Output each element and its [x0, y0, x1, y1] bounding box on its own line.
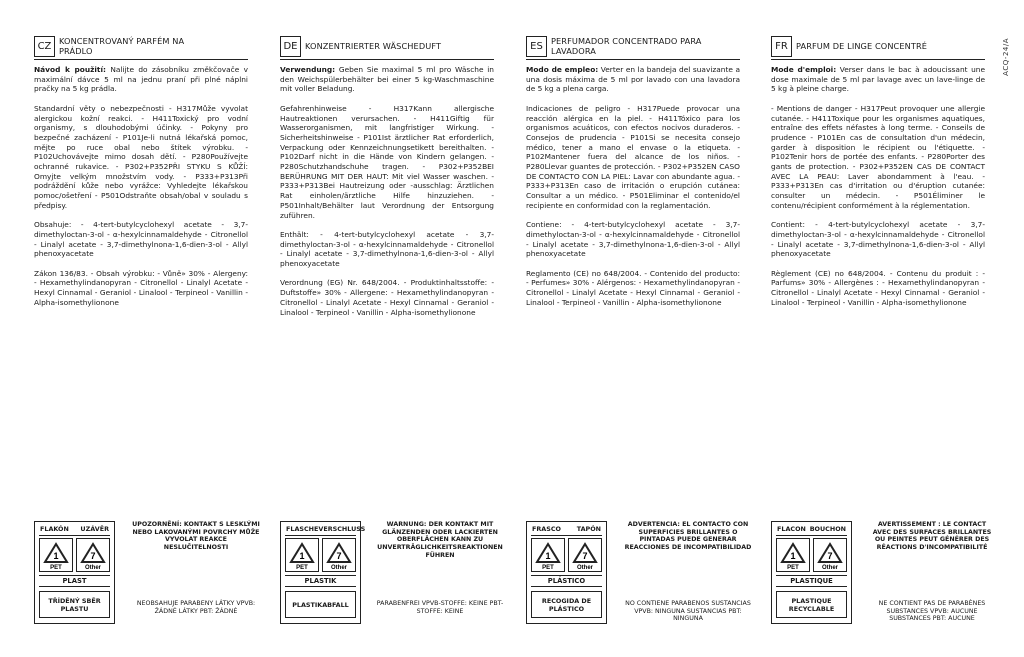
recycling-panel-fr [771, 521, 852, 624]
recycling-panel-es [526, 521, 607, 624]
svg-text:PET: PET [296, 565, 308, 570]
hazard-statements: - Mentions de danger - H317Peut provoquer une allergie cutanée. - H411Toxique pour les organismes aquatiques, entraîne des effets néfastes à long terme. - Conseils de prudence - P101En cas de consultation d'un médecin, garder à disposition le récipient ou l'étiquette. - P102Tenir hors de portée des enfants. - P280Porter des gants de protection. - P302+P352EN CAS DE CONTACT AVEC LA PEAU: Laver abondamment à l'eau. - P333+P313En cas d'irritation ou d'éruption cutanée: consulter un médecin. - P501Éliminer le contenu/récipient conformément à la réglementation. [771, 103, 985, 210]
column-body [280, 65, 494, 317]
svg-text:PET: PET [787, 565, 799, 570]
language-code-box: FR [771, 36, 792, 57]
svg-text:7: 7 [90, 551, 96, 561]
svg-text:1: 1 [299, 551, 305, 561]
usage-label: Mode d'emploi: [771, 65, 837, 74]
hazard-statements: Gefahrenhinweise - H317Kann allergische Hautreaktionen verursachen. - H411Giftig für Wasserorganismen, mit langfristiger Wirkung. - Sicherheitshinweise - P101Ist ärztlicher Rat erforderlich, Verpackung oder Kennzeichnungsetikett bereithalten. - P102Darf nicht in die Hände von Kindern gelangen. - P280Schutzhandschuhe tragen. - P302+P352BEI BERÜHRUNG MIT DER HAUT: Mit viel Wasser waschen. - P333+P313Bei Hautreizung oder -ausschlag: Ärztlichen Rat einholen/ärztliche Hilfe hinzuziehen. - P501Inhalt/Behälter laut Verordnung der Entsorgung zuführen. [280, 103, 494, 220]
usage-label: Modo de empleo: [526, 65, 599, 74]
material-label: PLÁSTICO [531, 575, 602, 587]
column-title: KONCENTROVANÝ PARFÉM NA PRÁDLO [59, 35, 185, 56]
hazard-statements: Standardní věty o nebezpečnosti - H317Může vyvolat alergickou kožní reakci. - H411Toxický pro vodní organismy, s dlouhodobými účinky. - Pokyny pro bezpečné zacházení - P101Je-li nutná lékařská pomoc, mějte po ruce obal nebo štítek výrobku. - P102Uchovávejte mimo dosah dětí. - P280Používejte ochranné rukavice. - P302+P352PŘI STYKU S KŮŽÍ: Omyjte velkým množstvím vody. - P333+P313Při podráždění kůže nebo vyrážce: Vyhledejte lékařskou pomoc/ošetření - P501Odstraňte obsah/obal v souladu s předpisy. [34, 103, 248, 210]
svg-text:1: 1 [545, 551, 551, 561]
disposal-label: TŘÍDĚNÝ SBĚR PLASTU [39, 591, 110, 618]
material-label: PLASTIQUE [776, 575, 847, 587]
substance-free-text: NEOBSAHUJE PARABENY LÁTKY VPVB: ŽÁDNÉ LÁTKY PBT: ŽÁDNÉ [136, 600, 256, 615]
bottle-label: FRASCO [532, 525, 561, 533]
bottle-label: FLAKÓN [40, 525, 69, 533]
language-code-box: DE [280, 36, 301, 57]
recycle-pet-icon [39, 538, 73, 572]
cap-label: TAPÓN [576, 525, 601, 533]
language-code-box: CZ [34, 36, 55, 57]
disposal-label: PLASTIKABFALL [285, 591, 356, 618]
material-label: PLASTIK [285, 575, 356, 587]
column-title: PARFUM DE LINGE CONCENTRÉ [796, 40, 928, 51]
svg-text:Other: Other [84, 565, 102, 570]
regulation-text: Reglamento (CE) no 648/2004. - Contenido del producto: - Perfumes» 30% - Alérgenos: - Hexamethylindanopyran - Citronellol - Linalyl Acetate - Hexyl Cinnamal - Geraniol - Linalool - Terpineol - Vanillin - Alpha-isomethylionone [526, 268, 740, 307]
cap-label: BOUCHON [809, 525, 846, 533]
language-column-cz [34, 36, 248, 317]
cap-label: VERSCHLUSS [318, 525, 366, 533]
substance-free-text: NE CONTIENT PAS DE PARABÈNES SUBSTANCES VPVB: AUCUNE SUBSTANCES PBT: AUCUNE [878, 600, 986, 623]
column-header [771, 36, 985, 60]
column-header [526, 36, 740, 60]
hazard-statements: Indicaciones de peligro - H317Puede provocar una reacción alérgica en la piel. - H411Tóxico para los organismos acuáticos, con efectos nocivos duraderos. - Consejos de prudencia - P101Si se necesita consejo médico, tener a mano el envase o la etiqueta. - P102Mantener fuera del alcance de los niños. - P280Llevar guantes de protección. - P302+P352EN CASO DE CONTACTO CON LA PIEL: Lavar con abundante agua. - P333+P313En caso de irritación o erupción cutánea: Consultar a un médico. - P501Eliminar el contenido/el recipiente en conformidad con la reglamentación. [526, 103, 740, 210]
warning-text: WARNUNG: DER KONTAKT MIT GLÄNZENDEN ODER LACKIERTEN OBERFLÄCHEN KANN ZU UNVERTRÄGLICHKEITSREAKTIONEN FÜHREN [377, 521, 503, 559]
regulation-text: Verordnung (EG) Nr. 648/2004. - Produktinhaltsstoffe: - Duftstoffe» 30% - Allergene: - Hexamethylindanopyran - Citronellol - Linalyl Acetate - Hexyl Cinnamal - Geraniol - Linalool - Terpineol - Vanillin - Alpha-isomethylionone [280, 278, 494, 317]
recycle-pet-icon [285, 538, 319, 572]
svg-text:7: 7 [336, 551, 342, 561]
regulation-text: Règlement (CE) no 648/2004. - Contenu du produit : - Parfums» 30% - Allergènes : - Hexamethylindanopyran - Citronellol - Linalyl Acetate - Hexyl Cinnamal - Geraniol - Linalool - Terpineol - Vanillin - Alpha-isomethylionone [771, 268, 985, 307]
warning-text: ADVERTENCIA: EL CONTACTO CON SUPERFICIES BRILLANTES O PINTADAS PUEDE GENERAR REACCIONES DE INCOMPATIBILIDAD [624, 521, 752, 552]
regulation-text: Zákon 136/83. - Obsah výrobku: - Vůně» 30% - Alergeny: - Hexamethylindanopyran - Citronellol - Linalyl Acetate - Hexyl Cinnamal - Geraniol - Linalool - Terpineol - Vanillin - Alpha-isomethylionone [34, 268, 248, 307]
warning-text: AVERTISSEMENT : LE CONTACT AVEC DES SURFACES BRILLANTES OU PEINTES PEUT GÉNÉRER DES RÉACTIONS D'INCOMPATIBILITÉ [872, 521, 992, 552]
svg-text:7: 7 [827, 551, 833, 561]
contains-list: Obsahuje: - 4-tert-butylcyclohexyl acetate - 3,7-dimethyloctan-3-ol - α-hexylcinnamaldehyde - Citronellol - Linalyl acetate - 3,7-dimethylnona-1,6-dien-3-ol - Allyl phenoxyacetate [34, 220, 248, 259]
column-body [526, 65, 740, 308]
language-code-box: ES [526, 36, 547, 57]
svg-text:1: 1 [53, 551, 59, 561]
svg-text:Other: Other [576, 565, 594, 570]
column-title: PERFUMADOR CONCENTRADO PARA LAVADORA [551, 35, 702, 56]
svg-text:1: 1 [790, 551, 796, 561]
recycling-panel-de [280, 521, 366, 624]
recycling-panel-cz [34, 521, 115, 624]
language-column-de [280, 36, 494, 327]
bottle-label: FLASCHE [286, 525, 319, 533]
contains-list: Contient: - 4-tert-butylcyclohexyl acetate - 3,7-dimethyloctan-3-ol - α-hexylcinnamaldehyde - Citronellol - Linalyl acetate - 3,7-dimethylnona-1,6-dien-3-ol - Allyl phenoxyacetate [771, 220, 985, 259]
column-header [34, 36, 248, 60]
disposal-label: RECOGIDA DE PLÁSTICO [531, 591, 602, 618]
material-label: PLAST [39, 575, 110, 587]
column-body [34, 65, 248, 308]
warning-text: UPOZORNĚNÍ: KONTAKT S LESKLÝMI NEBO LAKOVANÝMI POVRCHY MŮŽE VYVOLAT REAKCE NESLUČITELNOSTI [132, 521, 260, 552]
recycle-other-icon [813, 538, 847, 572]
svg-text:7: 7 [582, 551, 588, 561]
contains-list: Contiene: - 4-tert-butylcyclohexyl acetate - 3,7-dimethyloctan-3-ol - α-hexylcinnamaldehyde - Citronellol - Linalyl acetate - 3,7-dimethylnona-1,6-dien-3-ol - Allyl phenoxyacetate [526, 220, 740, 259]
usage-text: Verter en la bandeja del suavizante a una dosis máxima de 5 ml por lavado con una lavadora de 5 kg a plena carga. [526, 65, 740, 94]
usage-label: Verwendung: [280, 65, 336, 74]
language-column-fr [771, 36, 985, 317]
bottle-label: FLACON [777, 525, 806, 533]
recycle-other-icon [76, 538, 110, 572]
recycle-other-icon [322, 538, 356, 572]
contains-list: Enthält: - 4-tert-butylcyclohexyl acetate - 3,7-dimethyloctan-3-ol - α-hexylcinnamaldehyde - Citronellol - Linalyl acetate - 3,7-dimethylnona-1,6-dien-3-ol - Allyl phenoxyacetate [280, 229, 494, 269]
document-code: ACQ-24/A [1002, 38, 1010, 76]
cap-label: UZÁVĚR [80, 525, 109, 533]
language-column-es [526, 36, 740, 317]
svg-text:Other: Other [330, 565, 348, 570]
svg-text:Other: Other [821, 565, 839, 570]
svg-text:PET: PET [50, 565, 62, 570]
usage-label: Návod k použití: [34, 65, 106, 74]
disposal-label: PLASTIQUE RECYCLABLE [776, 591, 847, 618]
column-body [771, 65, 985, 308]
recycle-other-icon [568, 538, 602, 572]
recycle-pet-icon [531, 538, 565, 572]
substance-free-text: PARABENFREI VPVB-STOFFE: KEINE PBT-STOFFE: KEINE [376, 600, 504, 615]
substance-free-text: NO CONTIENE PARABENOS SUSTANCIAS VPVB: NINGUNA SUSTANCIAS PBT: NINGUNA [625, 600, 751, 623]
usage-text: Geben Sie maximal 5 ml pro Wäsche in den Weichspülerbehälter bei einer 5 kg-Waschmaschine mit voller Beladung. [280, 65, 494, 94]
column-title: KONZENTRIERTER WÄSCHEDUFT [305, 40, 442, 51]
recycle-pet-icon [776, 538, 810, 572]
svg-text:PET: PET [542, 565, 554, 570]
column-header [280, 36, 494, 60]
usage-text: Verser dans le bac à adoucissant une dose maximale de 5 ml par lavage avec un lave-linge de 5 kg à pleine charge. [771, 65, 985, 94]
usage-text: Nalijte do zásobníku změkčovače v maximální dávce 5 ml na jednu praní při plné náplni pračky na 5 kg prádla. [34, 65, 248, 94]
